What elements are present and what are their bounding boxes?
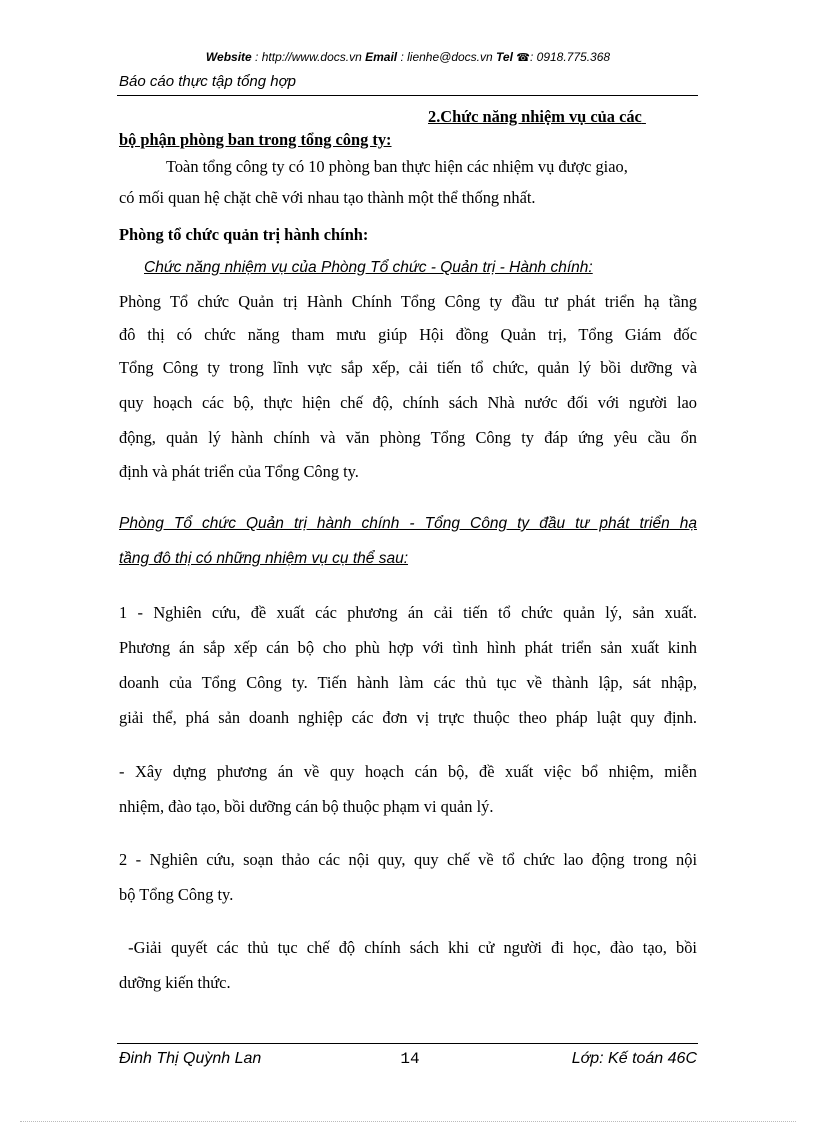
task-2b-line: dưỡng kiến thức.: [119, 973, 231, 992]
tel-label: Tel: [496, 50, 513, 64]
footer-author: Đinh Thị Quỳnh Lan: [119, 1050, 262, 1067]
website-label: Website: [205, 50, 252, 64]
section-heading-line-1: 2.Chức năng nhiệm vụ của các: [428, 107, 642, 126]
function-paragraph-line: Phòng Tổ chức Quản trị Hành Chính Tổng Công ty đầu tư phát triển hạ tầng: [119, 292, 697, 311]
website-contact-line: [0, 50, 816, 64]
header-divider: [117, 95, 698, 96]
email-label: Email: [365, 50, 398, 64]
intro-line-2: có mối quan hệ chặt chẽ với nhau tạo thành một thể thống nhất.: [119, 188, 536, 207]
website-url[interactable]: : http://www.docs.vn: [251, 50, 366, 64]
function-paragraph-line: Tổng Công ty trong lĩnh vực sắp xếp, cải tiến tổ chức, quản lý bồi dưỡng và: [119, 358, 697, 377]
footer-class: Lớp: Kế toán 46C: [571, 1050, 697, 1067]
report-title: Báo cáo thực tập tổng hợp: [119, 73, 297, 90]
intro-line-1: Toàn tổng công ty có 10 phòng ban thực hiện các nhiệm vụ được giao,: [166, 157, 628, 176]
page-number: 14: [400, 1050, 420, 1068]
tel-number: : 0918.775.368: [529, 50, 611, 64]
task-1b-line: nhiệm, đào tạo, bồi dưỡng cán bộ thuộc phạm vi quản lý.: [119, 797, 494, 816]
function-paragraph-line: động, quản lý hành chính và văn phòng Tổng Công ty đáp ứng yêu cầu ổn: [119, 428, 697, 447]
task-2-line: bộ Tổng Công ty.: [119, 885, 234, 904]
task-1b-line: - Xây dựng phương án về quy hoạch cán bộ, đề xuất việc bổ nhiệm, miễn: [119, 762, 697, 781]
email-address[interactable]: : lienhe@docs.vn: [397, 50, 497, 64]
task-1-line: doanh của Tổng Công ty. Tiến hành làm các thủ tục về thành lập, sát nhập,: [119, 673, 697, 692]
task-1-line: Phương án sắp xếp cán bộ cho phù hợp với tình hình phát triển sản xuất kinh: [119, 638, 697, 657]
task-2-line: 2 - Nghiên cứu, soạn thảo các nội quy, quy chế về tổ chức lao động trong nội: [119, 850, 697, 869]
function-paragraph-line: quy hoạch các bộ, thực hiện chế độ, chính sách Nhà nước đối với người lao: [119, 393, 697, 412]
tasks-title-line-2: tầng đô thị có những nhiệm vụ cụ thể sau:: [119, 550, 409, 567]
function-paragraph-line: định và phát triển của Tổng Công ty.: [119, 462, 359, 481]
page-bottom-edge: [20, 1121, 796, 1122]
task-1-line: 1 - Nghiên cứu, đề xuất các phương án cải tiến tổ chức quản lý, sản xuất.: [119, 603, 697, 622]
footer-divider: [117, 1043, 698, 1044]
task-1-line: giải thể, phá sản doanh nghiệp các đơn vị trực thuộc theo pháp luật quy định.: [119, 708, 697, 727]
section-heading-line-2: bộ phận phòng ban trong tổng công ty:: [119, 130, 392, 149]
phone-icon: ☎: [516, 52, 530, 64]
task-2b-line: -Giải quyết các thủ tục chế độ chính sách khi cử người đi học, đào tạo, bồi: [119, 938, 697, 957]
function-paragraph-line: đô thị có chức năng tham mưu giúp Hội đồng Quản trị, Tổng Giám đốc: [119, 325, 697, 344]
tasks-title-line-1: Phòng Tổ chức Quản trị hành chính - Tổng Công ty đầu tư phát triển hạ: [119, 515, 697, 532]
dept-heading: Phòng tổ chức quản trị hành chính:: [119, 225, 369, 244]
function-title: Chức năng nhiệm vụ của Phòng Tổ chức - Quản trị - Hành chính:: [144, 259, 593, 276]
